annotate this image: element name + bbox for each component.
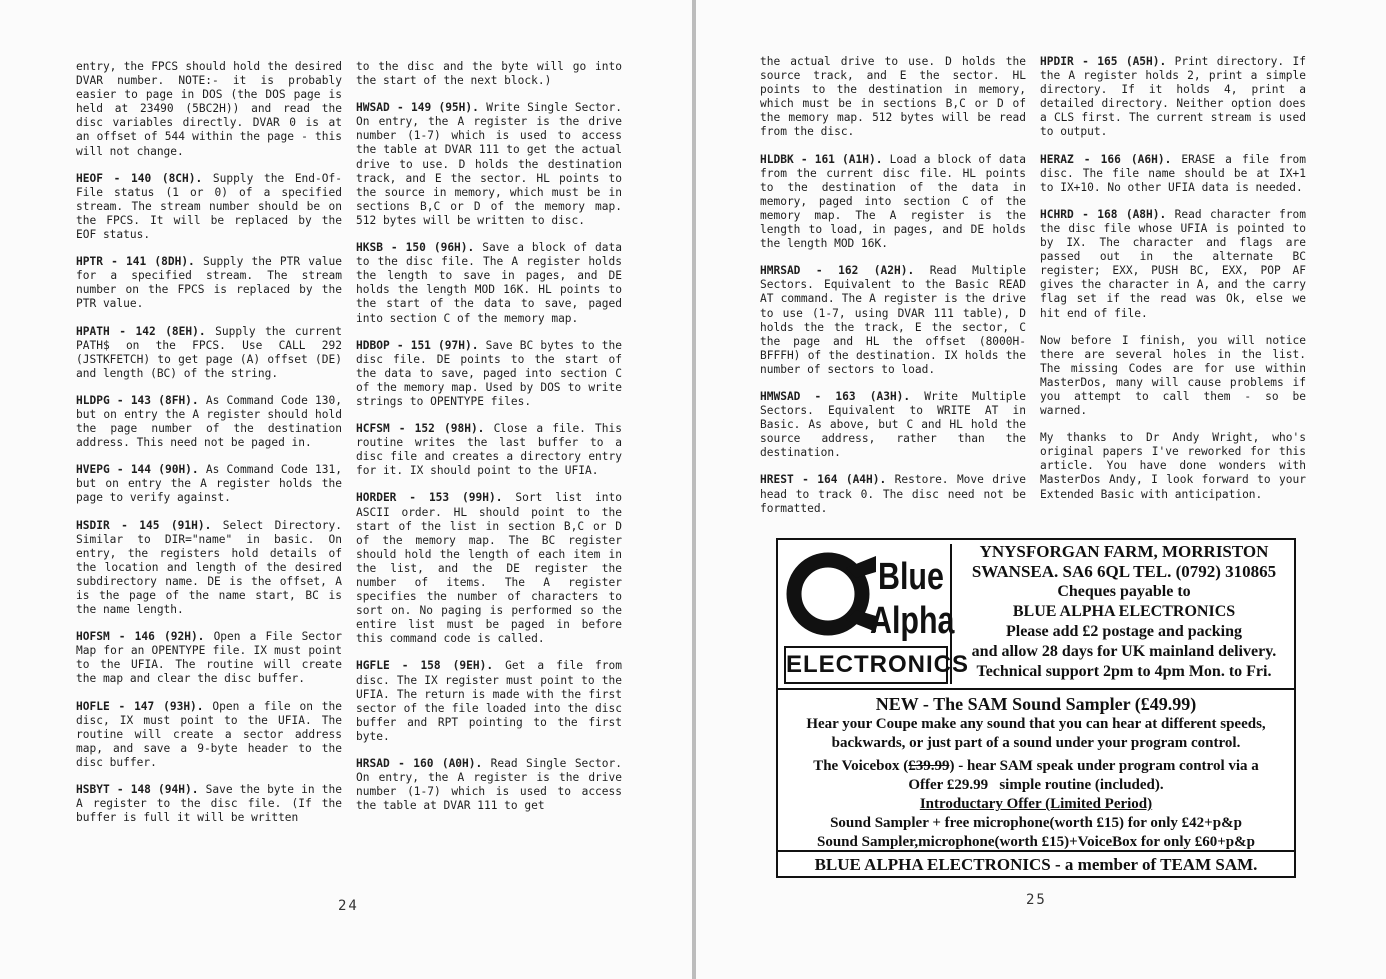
entry-paragraph <box>356 241 622 326</box>
advert-header <box>778 540 1294 690</box>
logo-word-electronics: ELECTRONICS <box>784 646 948 684</box>
voicebox-suffix: ) - hear SAM speak under program control via a <box>949 758 1259 774</box>
entry-body: My thanks to Dr Andy Wright, who's original papers I've reworked for this article. You have done wonders with MasterDos Andy, I look forward to your Extended Basic with anticipation. <box>1040 431 1306 501</box>
advert-contact <box>956 542 1292 682</box>
entry-heading: HSBYT - 148 (94H). <box>76 783 199 797</box>
entry-heading: HPTR - 141 (8DH). <box>76 255 195 269</box>
entry-paragraph <box>760 473 1026 515</box>
entry-body: Supply the PTR value for a specified stream. The stream number on the FPCS is replaced by the PTR value. <box>76 255 342 311</box>
entry-paragraph <box>760 55 1026 140</box>
advert-intro-offer: Introductary Offer (Limited Period) <box>919 796 1153 812</box>
entry-body: to the disc and the byte will go into the start of the next block.) <box>356 60 622 88</box>
advert-sampler-deal-1: Sound Sampler + free microphone(worth £15) for only £42+p&p <box>830 815 1242 831</box>
offer-label: Offer <box>908 777 944 793</box>
entry-heading: HGFLE - 158 (9EH). <box>356 659 494 673</box>
entry-heading: HCHRD - 168 (A8H). <box>1040 207 1167 221</box>
entry-paragraph <box>760 153 1026 252</box>
entry-paragraph <box>76 519 342 618</box>
entry-body: Save a block of data to the disc file. The A register holds the length to save in pages, and DE holds the length MOD 16K. HL points to the start of the data to save, paged into section C of the memory map. <box>356 241 622 325</box>
entry-paragraph <box>1040 153 1306 195</box>
entry-body: Get a file from disc. The IX register must point to the UFIA. The return is made with the first sector of the file loaded into the disc buffer and RPT pointing to the first byte. <box>356 659 622 743</box>
entry-heading: HREST - 164 (A4H). <box>760 473 887 487</box>
advert-offer <box>778 776 1294 795</box>
entry-body: Open a File Sector Map for an OPENTYPE file. IX must point to the UFIA. The routine will create the map and clear the disc buffer. <box>76 630 342 686</box>
right-column-1 <box>760 55 1026 529</box>
page-number-right: 25 <box>1026 892 1047 908</box>
entry-heading: HORDER - 153 (99H). <box>356 491 503 505</box>
entry-body: Read Multiple Sectors. Equivalent to the Basic READ AT command. The A register is the drive to use (1-7, using DVAR 111 table), D holds the the track, E the sector, C the page and HL the offset (8000H-BFFFH) of the destination. IX holds the number of sectors to load. <box>760 264 1026 376</box>
right-column-2 <box>1040 55 1306 515</box>
advert-address-2: SWANSEA. SA6 6QL TEL. (0792) 310865 <box>971 562 1277 581</box>
entry-heading: HLDBK - 161 (A1H). <box>760 152 883 166</box>
entry-heading: HKSB - 150 (96H). <box>356 241 475 255</box>
entry-paragraph <box>1040 334 1306 419</box>
alpha-symbol-icon <box>784 546 884 646</box>
entry-paragraph <box>356 101 622 228</box>
advert-body <box>778 690 1294 852</box>
advert-hear-2: backwards, or just part of a sound under your program control. <box>831 735 1241 751</box>
advert-cheques: Cheques payable to <box>1057 583 1191 600</box>
entry-body: Save the byte in the A register to the disc file. (If the buffer is full it will be written <box>76 783 342 825</box>
advert-new-product: NEW - The SAM Sound Sampler (£49.99) <box>875 694 1197 714</box>
advert-sampler-deal-2: Sound Sampler,microphone(worth £15)+VoiceBox for only £60+p&p <box>817 834 1255 850</box>
entry-body: Sort list into ASCII order. HL should point to the start of the list in section B,C or D of the memory map. The BC register should hold the length of each item in the list, and the DE register the number of items. The A register specifies the number of characters to sort on. No paging is performed so the entire list must be paged in before this command code is called. <box>356 491 622 646</box>
advert-footer: BLUE ALPHA ELECTRONICS - a member of TEAM SAM. <box>778 850 1294 878</box>
entry-heading: HCFSM - 152 (98H). <box>356 422 485 436</box>
entry-paragraph <box>356 339 622 409</box>
advert-postage-1: Please add £2 postage and packing <box>1005 623 1243 640</box>
entry-heading: HEOF - 140 (8CH). <box>76 171 203 185</box>
entry-heading: HRSAD - 160 (A0H). <box>356 757 483 771</box>
entry-body: Save BC bytes to the disc file. DE points to the start of the data to save, paged into section C of the memory map. Used by DOS to write strings to OPENTYPE files. <box>356 338 622 408</box>
entry-paragraph <box>76 172 342 242</box>
entry-body: Now before I finish, you will notice there are several holes in the list. The missing Codes are for use within MasterDos, many will cause problems if you attempt to call them - so be warned. <box>1040 333 1306 418</box>
entry-paragraph <box>76 630 342 686</box>
entry-heading: HOFSM - 146 (92H). <box>76 630 205 644</box>
entry-body: As Command Code 130, but on entry the A register should hold the page number of the destination address. This need not be paged in. <box>76 393 342 450</box>
page-number-left: 24 <box>338 898 359 914</box>
entry-paragraph <box>76 60 342 159</box>
entry-paragraph <box>356 659 622 744</box>
left-page <box>0 0 692 979</box>
voicebox-old-price: £39.99 <box>908 758 950 774</box>
entry-heading: HMRSAD - 162 (A2H). <box>760 264 915 278</box>
entry-body: the actual drive to use. D holds the source track, and E the sector. HL points to the destination in memory, which must be in sections B,C or D of the memory map. 512 bytes will be read from the disc. <box>760 55 1026 139</box>
entry-paragraph <box>760 390 1026 460</box>
entry-body: Restore. Move drive head to track 0. The disc need not be formatted. <box>760 473 1026 515</box>
blue-alpha-advert <box>776 538 1296 878</box>
entry-body: entry, the FPCS should hold the desired DVAR number. NOTE:- it is probably easier to page in DOS (the DOS page is held at 23490 (5BC2H)) and read the disc variables directly. DVAR 0 is at an offset of 544 within the page - this will not change. <box>76 60 342 158</box>
entry-body: Open a file on the disc, IX must point to the UFIA. The routine will create a sector address map, and save a 9-byte header to the disc buffer. <box>76 699 342 769</box>
entry-heading: HDBOP - 151 (97H). <box>356 338 479 352</box>
right-page <box>696 0 1386 979</box>
entry-heading: HERAZ - 166 (A6H). <box>1040 152 1172 166</box>
offer-suffix: simple routine (included). <box>999 777 1164 793</box>
entry-heading: HOFLE - 147 (93H). <box>76 699 204 713</box>
entry-body: Read Single Sector. On entry, the A register is the drive number (1-7) which is used to access the table at DVAR 111 to get <box>356 757 622 813</box>
advert-hear-1: Hear your Coupe make any sound that you can hear at different speeds, <box>806 716 1266 732</box>
entry-body: As Command Code 131, but on entry the A register holds the page to verify against. <box>76 463 342 505</box>
left-column-1 <box>76 60 342 838</box>
advert-address-1: YNYSFORGAN FARM, MORRISTON <box>979 542 1269 561</box>
offer-price: £29.99 <box>946 777 989 793</box>
entry-body: Write Multiple Sectors. Equivalent to WRITE AT in Basic. As above, but C and HL hold the source address, rather than the destination. <box>760 389 1026 460</box>
entry-paragraph <box>1040 208 1306 321</box>
advert-postage-2: and allow 28 days for UK mainland delivery. <box>971 643 1277 660</box>
entry-body: Load a block of data from the current disc file. HL points to the destination of the data in memory, paged into section C of the memory map. The A register is the length to load, in pages, and DE holds the length MOD 16K. <box>760 152 1026 251</box>
entry-heading: HPDIR - 165 (A5H). <box>1040 55 1167 68</box>
entry-body: Select Directory. Similar to DIR="name" in basic. On entry, the registers hold details of the location and length of the desired subdirectory name. DE is the offset, A is the page of the name start, BC is the name length. <box>76 518 342 617</box>
entry-heading: HMWSAD - 163 (A3H). <box>760 389 911 403</box>
advert-company: BLUE ALPHA ELECTRONICS <box>1012 603 1236 620</box>
entry-paragraph <box>76 325 342 381</box>
entry-body: ERASE a file from disc. The file name should be at IX+1 to IX+10. No other UFIA data is needed. <box>1040 152 1306 194</box>
entry-paragraph <box>760 264 1026 377</box>
entry-heading: HSDIR - 145 (91H). <box>76 518 212 532</box>
entry-paragraph <box>76 783 342 825</box>
entry-body: Close a file. This routine writes the last buffer to a disc file and creates a directory entry for it. IX should point to the UFIA. <box>356 422 622 478</box>
logo-word-alpha: Alpha <box>870 600 955 642</box>
entry-paragraph <box>76 700 342 770</box>
entry-paragraph <box>356 757 622 813</box>
entry-heading: HLDPG - 143 (8FH). <box>76 393 199 407</box>
entry-paragraph <box>356 422 622 478</box>
advert-voicebox <box>778 757 1294 776</box>
entry-paragraph <box>356 60 622 88</box>
entry-paragraph <box>356 491 622 646</box>
entry-paragraph <box>1040 55 1306 140</box>
entry-heading: HWSAD - 149 (95H). <box>356 101 479 115</box>
blue-alpha-logo <box>782 544 970 684</box>
logo-word-blue: Blue <box>878 556 944 598</box>
entry-body: Print directory. If the A register holds 2, print a simple directory. If it holds 4, print a detailed directory. Neither option does a CLS first. The current stream is used to output. <box>1040 55 1306 139</box>
entry-paragraph <box>1040 431 1306 501</box>
entry-body: Supply the End-Of-File status (1 or 0) of a specified stream. The stream number should be on the FPCS. It will be replaced by the EOF status. <box>76 171 342 242</box>
entry-paragraph <box>76 463 342 505</box>
entry-body: Read character from the disc file whose UFIA is pointed to by IX. The character and flags are passed out in the alternate BC register; EXX, PUSH BC, EXX, POP AF gives the character in A, and the carry flag set if the read was Ok, else we hit end of file. <box>1040 207 1306 320</box>
entry-paragraph <box>76 394 342 450</box>
entry-heading: HPATH - 142 (8EH). <box>76 324 206 338</box>
entry-paragraph <box>76 255 342 311</box>
left-column-2 <box>356 60 622 826</box>
advert-support: Technical support 2pm to 4pm Mon. to Fri. <box>976 663 1272 680</box>
entry-heading: HVEPG - 144 (90H). <box>76 463 199 477</box>
entry-body: Write Single Sector. On entry, the A register is the drive number (1-7) which is used to access the table at DVAR 111 to get the actual drive to use. D holds the destination track, and E the sector. HL points to the source in memory, which must be in sections B,C or D of the memory map. 512 bytes will be written to disc. <box>356 101 622 227</box>
voicebox-prefix: The Voicebox ( <box>813 758 909 774</box>
entry-body: Supply the current PATH$ on the FPCS. Use CALL 292 (JSTKFETCH) to get page (A) offset (DE) and length (BC) of the string. <box>76 324 342 380</box>
